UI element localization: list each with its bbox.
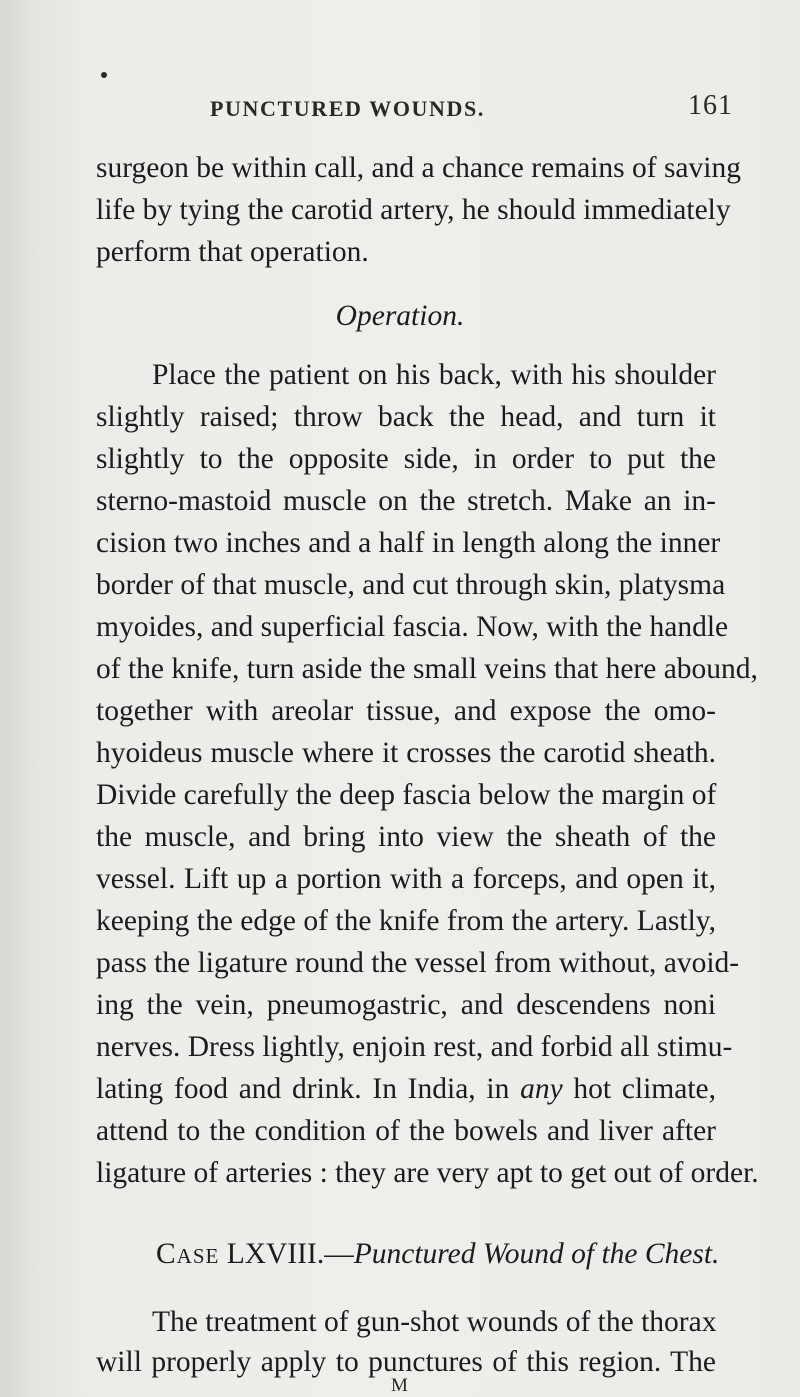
signature-mark: M — [391, 1375, 409, 1396]
text-line-mixed — [96, 1070, 716, 1108]
text-line: will properly apply to punctures of this region. The — [96, 1346, 716, 1378]
ink-speck — [101, 72, 107, 78]
text-line: the muscle, and bring into view the sheath of the — [96, 821, 716, 853]
text-line: hyoideus muscle where it crosses the carotid sheath. — [96, 737, 716, 769]
text-line: ligature of arteries : they are very apt to get out of order. — [96, 1157, 759, 1189]
case-heading — [156, 1235, 719, 1273]
emphasis: any — [520, 1073, 563, 1105]
text-line: border of that muscle, and cut through skin, platysma — [96, 569, 726, 601]
case-label: Case — [156, 1238, 220, 1270]
text-line: The treatment of gun-shot wounds of the thorax — [152, 1306, 717, 1338]
text-line: Place the patient on his back, with his shoulder — [152, 359, 716, 391]
text-line: together with areolar tissue, and expose the omo- — [96, 695, 716, 727]
page-number: 161 — [688, 90, 733, 121]
text-line: cision two inches and a half in length along the inner — [96, 527, 721, 559]
text-fragment: hot climate, — [573, 1073, 717, 1105]
text-line: myoides, and superficial fascia. Now, with the handle — [96, 611, 729, 643]
case-number: LXVIII.— — [226, 1238, 354, 1270]
case-title: Punctured Wound of the Chest. — [353, 1238, 720, 1270]
section-heading: Operation. — [335, 300, 465, 332]
text-line: ing the vein, pneumogastric, and descendens noni — [96, 989, 716, 1021]
text-fragment: lating food and drink. In India, in — [96, 1073, 510, 1105]
text-line: attend to the condition of the bowels and liver after — [96, 1115, 716, 1147]
text-line: Divide carefully the deep fascia below the margin of — [96, 779, 717, 811]
text-line: nerves. Dress lightly, enjoin rest, and forbid all stimu- — [96, 1031, 733, 1063]
text-line: slightly raised; throw back the head, and turn it — [96, 401, 716, 433]
text-line: perform that operation. — [96, 236, 369, 268]
text-line: life by tying the carotid artery, he should immediately — [96, 194, 731, 226]
text-line: sterno-mastoid muscle on the stretch. Make an in- — [96, 485, 716, 517]
text-line: keeping the edge of the knife from the artery. Lastly, — [96, 905, 716, 937]
text-line: of the knife, turn aside the small veins that here abound, — [96, 653, 758, 685]
text-line: pass the ligature round the vessel from without, avoid- — [96, 947, 740, 979]
text-line: vessel. Lift up a portion with a forceps, and open it, — [96, 863, 716, 895]
running-head: PUNCTURED WOUNDS. — [210, 96, 485, 121]
text-line: slightly to the opposite side, in order to put the — [96, 443, 716, 475]
text-line: surgeon be within call, and a chance remains of saving — [96, 152, 741, 184]
